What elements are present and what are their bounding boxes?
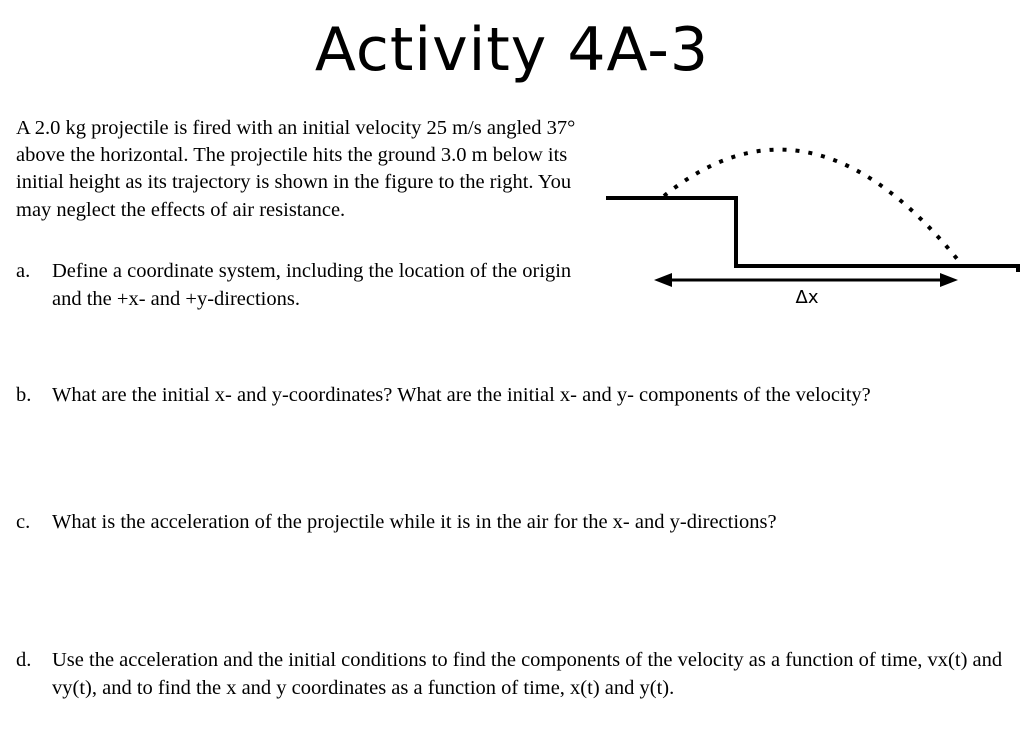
question-d-text: Use the acceleration and the initial conditions to find the components of the velocity as a function of time, vx(t) and vy(t), and to find the x and y coordinates as a function of time, x(t) and y(t). <box>52 649 1003 699</box>
question-a <box>16 258 576 313</box>
trajectory-figure <box>600 118 1024 318</box>
question-a-text: Define a coordinate system, including the location of the origin and the +x- and +y-directions. <box>52 260 572 310</box>
question-c-text: What is the acceleration of the projectile while it is in the air for the x- and y-directions? <box>52 511 777 533</box>
trajectory-path <box>664 150 958 260</box>
ground-profile <box>606 198 1018 272</box>
question-d <box>16 647 1016 702</box>
problem-statement: A 2.0 kg projectile is fired with an initial velocity 25 m/s angled 37° above the horizontal. The projectile hits the ground 3.0 m below its initial height as its trajectory is shown in the figure to the right. You may neglect the effects of air resistance. <box>16 117 576 221</box>
question-d-label: d. <box>16 649 32 671</box>
dx-label: Δx <box>795 287 819 308</box>
activity-title: Activity 4A-3 <box>314 15 710 85</box>
question-b-text: What are the initial x- and y-coordinates? What are the initial x- and y- components of the velocity? <box>52 384 871 406</box>
dx-arrow-left-head <box>654 273 672 287</box>
question-b <box>16 382 1016 410</box>
question-c <box>16 509 1016 537</box>
question-a-label: a. <box>16 260 31 282</box>
question-c-label: c. <box>16 511 31 533</box>
dx-arrow-right-head <box>940 273 958 287</box>
question-b-label: b. <box>16 384 32 406</box>
